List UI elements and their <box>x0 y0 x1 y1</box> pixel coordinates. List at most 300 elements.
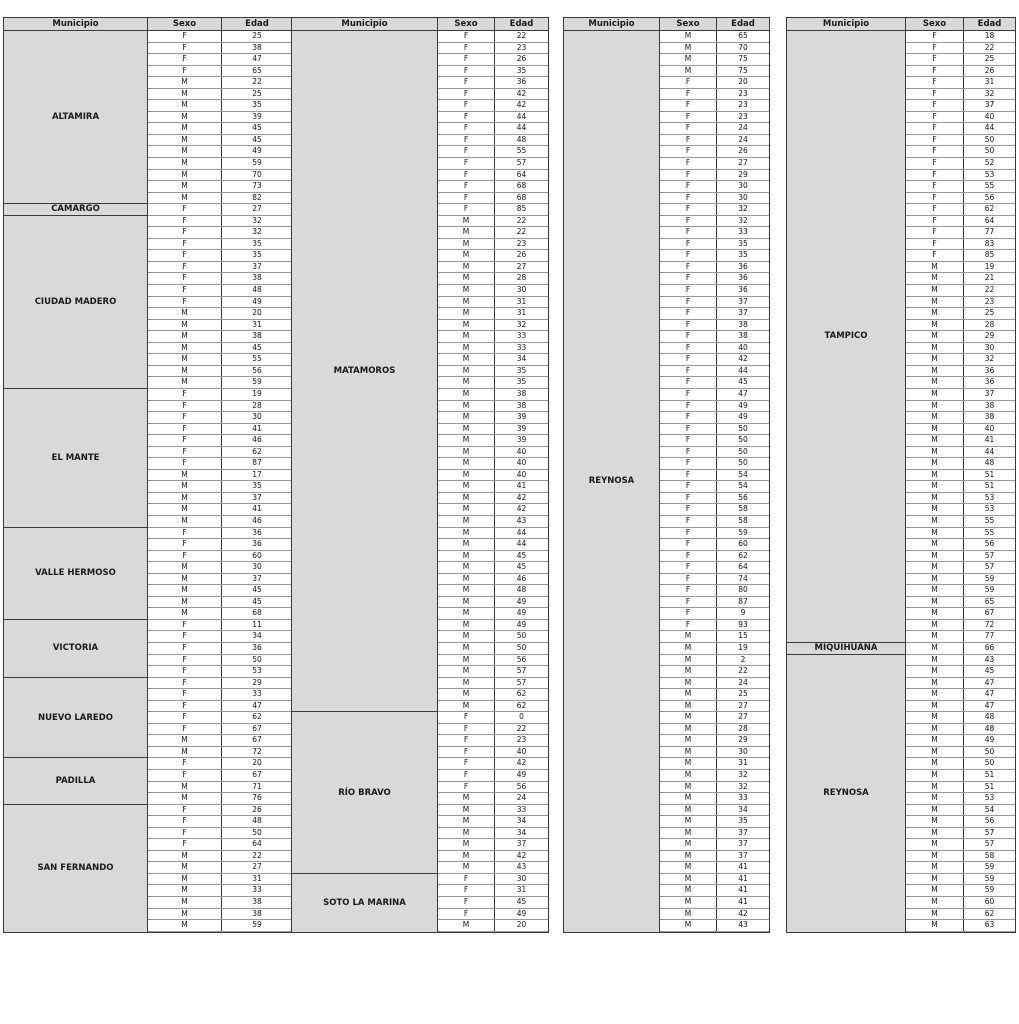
sexo-cell: M <box>438 262 495 273</box>
sexo-cell: F <box>148 643 222 654</box>
edad-cell: 24 <box>738 123 748 133</box>
sexo-cell: M <box>148 608 222 619</box>
edad-cell: 62 <box>252 712 262 722</box>
edad-cell: 38 <box>984 412 995 422</box>
sexo-cell: M <box>148 354 222 365</box>
edad-cell: 49 <box>738 400 748 410</box>
municipio-name: EL MANTE <box>4 389 148 528</box>
sexo-cell: F <box>438 43 495 54</box>
table-row <box>438 839 548 851</box>
table-row <box>148 885 292 897</box>
table-row <box>906 528 1015 540</box>
sexo-cell: M <box>660 782 717 793</box>
edad-cell: 45 <box>252 585 262 595</box>
municipio-name: PADILLA <box>4 758 148 804</box>
edad-cell: 19 <box>738 642 748 652</box>
table-row <box>906 504 1015 516</box>
sexo-cell: F <box>148 447 222 458</box>
sexo-cell: M <box>148 585 222 596</box>
sexo-cell: M <box>148 320 222 331</box>
table-row <box>438 216 548 228</box>
sexo-cell: F <box>148 285 222 296</box>
sexo-cell: M <box>906 470 964 481</box>
sexo-cell: M <box>660 862 717 873</box>
table-row <box>906 31 1015 43</box>
sexo-cell: M <box>148 597 222 608</box>
table-row <box>660 516 769 528</box>
edad-cell: 64 <box>738 562 748 572</box>
table-row <box>660 239 769 251</box>
municipio-name: MATAMOROS <box>292 31 438 712</box>
sexo-cell: M <box>148 89 222 100</box>
table-row <box>438 655 548 667</box>
edad-cell: 42 <box>516 88 527 98</box>
sexo-cell: F <box>438 782 495 793</box>
edad-cell: 43 <box>516 862 527 872</box>
sexo-cell: M <box>906 585 964 596</box>
table-row <box>660 735 769 747</box>
edad-cell: 32 <box>252 227 262 237</box>
table-row <box>660 597 769 609</box>
edad-cell: 36 <box>984 377 995 387</box>
sexo-cell: M <box>660 851 717 862</box>
edad-cell: 36 <box>738 261 748 271</box>
edad-cell: 37 <box>984 100 995 110</box>
sexo-cell: F <box>660 574 717 585</box>
sexo-cell: M <box>438 828 495 839</box>
edad-cell: 72 <box>252 746 262 756</box>
table-row <box>438 354 548 366</box>
sexo-cell: M <box>148 181 222 192</box>
table-row <box>906 193 1015 205</box>
sexo-cell: M <box>906 608 964 619</box>
sexo-cell: M <box>148 470 222 481</box>
table-row <box>906 920 1015 932</box>
edad-cell: 9 <box>740 608 746 618</box>
municipio-group <box>4 528 292 620</box>
sexo-cell: M <box>148 885 222 896</box>
table-row <box>438 31 548 43</box>
table-row <box>660 712 769 724</box>
sexo-cell: M <box>906 424 964 435</box>
table-row <box>148 401 292 413</box>
edad-cell: 37 <box>516 839 527 849</box>
edad-cell: 53 <box>984 492 995 502</box>
table-row <box>660 366 769 378</box>
table-row <box>148 504 292 516</box>
edad-cell: 45 <box>984 666 995 676</box>
sexo-cell: F <box>660 562 717 573</box>
table-row <box>438 343 548 355</box>
edad-cell: 65 <box>738 31 748 40</box>
edad-cell: 59 <box>984 573 995 583</box>
sexo-cell: M <box>906 435 964 446</box>
sexo-cell: M <box>906 354 964 365</box>
edad-cell: 51 <box>984 481 995 491</box>
table-row <box>438 712 548 724</box>
table-row <box>438 297 548 309</box>
sexo-cell: M <box>906 308 964 319</box>
edad-cell: 27 <box>738 700 748 710</box>
table-row <box>148 747 292 759</box>
edad-cell: 20 <box>738 77 748 87</box>
edad-cell: 19 <box>984 261 995 271</box>
table-row <box>148 343 292 355</box>
sexo-cell: F <box>148 539 222 550</box>
edad-cell: 33 <box>252 689 262 699</box>
edad-cell: 44 <box>516 539 527 549</box>
edad-cell: 38 <box>252 908 262 918</box>
edad-cell: 42 <box>516 758 527 768</box>
table-row <box>906 631 1015 643</box>
sexo-cell: M <box>148 377 222 388</box>
sexo-cell: F <box>438 31 495 42</box>
sexo-cell: M <box>438 435 495 446</box>
table-row <box>660 331 769 343</box>
table-row <box>438 77 548 89</box>
table-row <box>438 551 548 563</box>
table-row <box>148 216 292 228</box>
table-row <box>660 193 769 205</box>
sexo-cell: M <box>148 897 222 908</box>
sexo-cell: M <box>438 354 495 365</box>
sexo-cell: F <box>438 897 495 908</box>
sexo-cell: F <box>148 424 222 435</box>
edad-header: Edad <box>977 19 1002 29</box>
edad-cell: 25 <box>738 689 748 699</box>
municipio-group <box>4 620 292 678</box>
edad-cell: 57 <box>984 827 995 837</box>
table-row <box>660 204 769 216</box>
edad-cell: 67 <box>252 770 262 779</box>
sexo-cell: M <box>148 574 222 585</box>
sexo-cell: M <box>660 897 717 908</box>
sexo-cell: M <box>906 689 964 700</box>
table-row <box>148 412 292 424</box>
table-row <box>660 146 769 158</box>
sexo-header: Sexo <box>438 18 495 30</box>
table-row <box>906 897 1015 909</box>
table-row <box>438 585 548 597</box>
sexo-cell: M <box>148 862 222 873</box>
sexo-cell: M <box>438 585 495 596</box>
edad-cell: 40 <box>984 111 995 121</box>
edad-cell: 38 <box>252 897 262 907</box>
table-row <box>660 77 769 89</box>
table-row <box>148 782 292 794</box>
sexo-cell: M <box>148 123 222 134</box>
sexo-cell: M <box>906 343 964 354</box>
edad-cell: 33 <box>516 331 527 341</box>
sexo-cell: M <box>906 735 964 746</box>
sexo-cell: M <box>438 539 495 550</box>
municipio-name: SOTO LA MARINA <box>292 874 438 932</box>
edad-cell: 44 <box>516 111 527 121</box>
table-row <box>906 516 1015 528</box>
edad-cell: 35 <box>738 816 748 826</box>
edad-cell: 35 <box>252 100 262 110</box>
table-row <box>438 123 548 135</box>
edad-cell: 48 <box>516 134 527 144</box>
edad-cell: 57 <box>516 158 527 168</box>
edad-cell: 54 <box>738 481 748 491</box>
edad-cell: 45 <box>252 123 262 133</box>
edad-cell: 82 <box>252 192 262 202</box>
municipio-name: CAMARGO <box>4 204 148 216</box>
sexo-cell: M <box>660 54 717 65</box>
edad-cell: 35 <box>252 238 262 248</box>
edad-cell: 93 <box>738 619 748 629</box>
sexo-cell: F <box>660 112 717 123</box>
edad-cell: 80 <box>738 585 748 595</box>
sexo-cell: M <box>906 851 964 862</box>
edad-cell: 23 <box>738 111 748 121</box>
sexo-cell: M <box>906 493 964 504</box>
sexo-cell: M <box>660 828 717 839</box>
table-row <box>660 539 769 551</box>
table-row <box>148 597 292 609</box>
edad-cell: 36 <box>738 285 748 295</box>
edad-cell: 57 <box>516 677 527 687</box>
sexo-cell: F <box>660 447 717 458</box>
table-row <box>660 216 769 228</box>
sexo-cell: M <box>906 551 964 562</box>
edad-cell: 66 <box>984 642 995 652</box>
table-row <box>438 504 548 516</box>
sexo-cell: M <box>906 273 964 284</box>
municipio-name: ALTAMIRA <box>4 31 148 204</box>
edad-cell: 38 <box>252 273 262 283</box>
edad-cell: 27 <box>738 158 748 168</box>
sexo-cell: M <box>438 689 495 700</box>
municipio-group <box>292 874 548 932</box>
edad-cell: 55 <box>984 515 995 525</box>
sexo-cell: F <box>148 239 222 250</box>
edad-cell: 57 <box>984 550 995 560</box>
sexo-cell: F <box>660 481 717 492</box>
sexo-cell: M <box>438 793 495 804</box>
edad-cell: 50 <box>738 458 748 468</box>
edad-cell: 36 <box>984 365 995 375</box>
edad-cell: 49 <box>516 770 527 779</box>
edad-cell: 50 <box>984 758 995 768</box>
edad-cell: 44 <box>516 123 527 133</box>
table-row <box>148 920 292 932</box>
table-row <box>906 377 1015 389</box>
table-row <box>660 112 769 124</box>
table-row <box>660 585 769 597</box>
edad-cell: 32 <box>984 354 995 364</box>
table-row <box>906 793 1015 805</box>
edad-cell: 62 <box>984 204 995 214</box>
table-row <box>906 273 1015 285</box>
sexo-cell: F <box>906 123 964 134</box>
table-row <box>906 585 1015 597</box>
sexo-cell: F <box>438 758 495 769</box>
edad-cell: 28 <box>984 319 995 329</box>
table-row <box>148 354 292 366</box>
edad-cell: 62 <box>252 446 262 456</box>
table-row <box>660 100 769 112</box>
sexo-cell: F <box>906 135 964 146</box>
edad-cell: 33 <box>516 342 527 352</box>
table-row <box>906 909 1015 921</box>
sexo-cell: F <box>148 435 222 446</box>
sexo-cell: M <box>148 851 222 862</box>
edad-cell: 41 <box>252 423 262 433</box>
edad-cell: 36 <box>516 77 527 87</box>
municipio-name: SAN FERNANDO <box>4 805 148 932</box>
edad-cell: 77 <box>984 227 995 237</box>
edad-cell: 26 <box>984 65 995 75</box>
sexo-cell: M <box>438 504 495 515</box>
table-row <box>660 297 769 309</box>
municipio-group <box>292 31 548 712</box>
sexo-cell: M <box>906 447 964 458</box>
table-row <box>438 909 548 921</box>
table-row <box>148 112 292 124</box>
sexo-cell: F <box>148 724 222 735</box>
table-row <box>438 250 548 262</box>
edad-cell: 31 <box>516 296 527 306</box>
table-row <box>438 689 548 701</box>
edad-cell: 22 <box>252 77 262 87</box>
edad-cell: 38 <box>252 42 262 52</box>
sexo-cell: M <box>906 782 964 793</box>
sexo-cell: F <box>148 712 222 723</box>
table-row <box>660 435 769 447</box>
sexo-cell: F <box>660 539 717 550</box>
edad-cell: 37 <box>738 827 748 837</box>
table-row <box>660 43 769 55</box>
sexo-cell: M <box>906 678 964 689</box>
table-row <box>906 170 1015 182</box>
edad-cell: 40 <box>516 446 527 456</box>
edad-cell: 22 <box>984 42 995 52</box>
table-row <box>660 689 769 701</box>
edad-cell: 57 <box>516 666 527 676</box>
edad-cell: 59 <box>984 885 995 895</box>
edad-cell: 58 <box>984 850 995 860</box>
edad-cell: 48 <box>516 585 527 595</box>
edad-cell: 59 <box>252 920 262 930</box>
table-row <box>438 470 548 482</box>
table-row <box>906 112 1015 124</box>
table-row <box>438 262 548 274</box>
sexo-cell: F <box>906 181 964 192</box>
table-row <box>906 885 1015 897</box>
sexo-cell: F <box>906 146 964 157</box>
edad-cell: 55 <box>984 181 995 191</box>
edad-cell: 56 <box>516 654 527 664</box>
table-row <box>906 562 1015 574</box>
sexo-header: Sexo <box>906 18 964 30</box>
sexo-cell: F <box>660 528 717 539</box>
sexo-cell: F <box>660 77 717 88</box>
sexo-cell: F <box>906 250 964 261</box>
sexo-cell: F <box>906 216 964 227</box>
sexo-cell: F <box>660 516 717 527</box>
edad-cell: 51 <box>984 781 995 791</box>
sexo-cell: M <box>148 331 222 342</box>
table-row <box>438 539 548 551</box>
sexo-cell: F <box>660 100 717 111</box>
sexo-cell: M <box>906 377 964 388</box>
table-row <box>148 493 292 505</box>
sexo-cell: M <box>906 574 964 585</box>
sexo-cell: M <box>438 851 495 862</box>
table-row <box>438 828 548 840</box>
sexo-cell: F <box>660 181 717 192</box>
sexo-cell: F <box>660 285 717 296</box>
edad-cell: 57 <box>984 562 995 572</box>
edad-cell: 35 <box>738 238 748 248</box>
edad-cell: 50 <box>516 631 527 641</box>
sexo-cell: F <box>148 54 222 65</box>
edad-cell: 34 <box>252 631 262 641</box>
edad-cell: 41 <box>738 897 748 907</box>
edad-cell: 27 <box>738 712 748 722</box>
sexo-cell: M <box>438 631 495 642</box>
municipio-group <box>787 643 1015 655</box>
edad-cell: 67 <box>252 723 262 733</box>
table-row <box>438 170 548 182</box>
table-row <box>438 135 548 147</box>
sexo-cell: M <box>148 874 222 885</box>
edad-cell: 31 <box>738 758 748 768</box>
edad-cell: 46 <box>252 435 262 445</box>
edad-cell: 32 <box>738 204 748 214</box>
edad-cell: 37 <box>738 839 748 849</box>
table-row <box>660 250 769 262</box>
edad-cell: 68 <box>252 608 262 618</box>
sexo-cell: F <box>438 770 495 781</box>
edad-cell: 42 <box>516 492 527 502</box>
table-row <box>660 89 769 101</box>
sexo-cell: F <box>148 273 222 284</box>
sexo-cell: M <box>148 135 222 146</box>
table-row <box>660 839 769 851</box>
edad-cell: 15 <box>738 631 748 641</box>
sexo-cell: M <box>148 909 222 920</box>
sexo-cell: M <box>906 828 964 839</box>
sexo-cell: M <box>660 712 717 723</box>
table-row <box>148 262 292 274</box>
edad-cell: 30 <box>738 746 748 756</box>
table-row <box>660 123 769 135</box>
edad-cell: 49 <box>738 412 748 422</box>
municipio-name: NUEVO LAREDO <box>4 678 148 759</box>
edad-cell: 39 <box>516 435 527 445</box>
table-row <box>438 112 548 124</box>
sexo-cell: M <box>438 528 495 539</box>
table-row <box>438 562 548 574</box>
sexo-cell: M <box>438 366 495 377</box>
sexo-cell: F <box>660 239 717 250</box>
sexo-cell: F <box>438 204 495 215</box>
sexo-cell: F <box>438 909 495 920</box>
edad-cell: 30 <box>516 873 527 883</box>
sexo-cell: M <box>148 747 222 758</box>
sexo-cell: F <box>438 712 495 723</box>
table-row <box>148 273 292 285</box>
edad-cell: 30 <box>252 412 262 422</box>
table-row <box>148 389 292 401</box>
sexo-cell: M <box>438 643 495 654</box>
table-row <box>660 54 769 66</box>
table-row <box>438 389 548 401</box>
edad-cell: 22 <box>516 227 527 237</box>
